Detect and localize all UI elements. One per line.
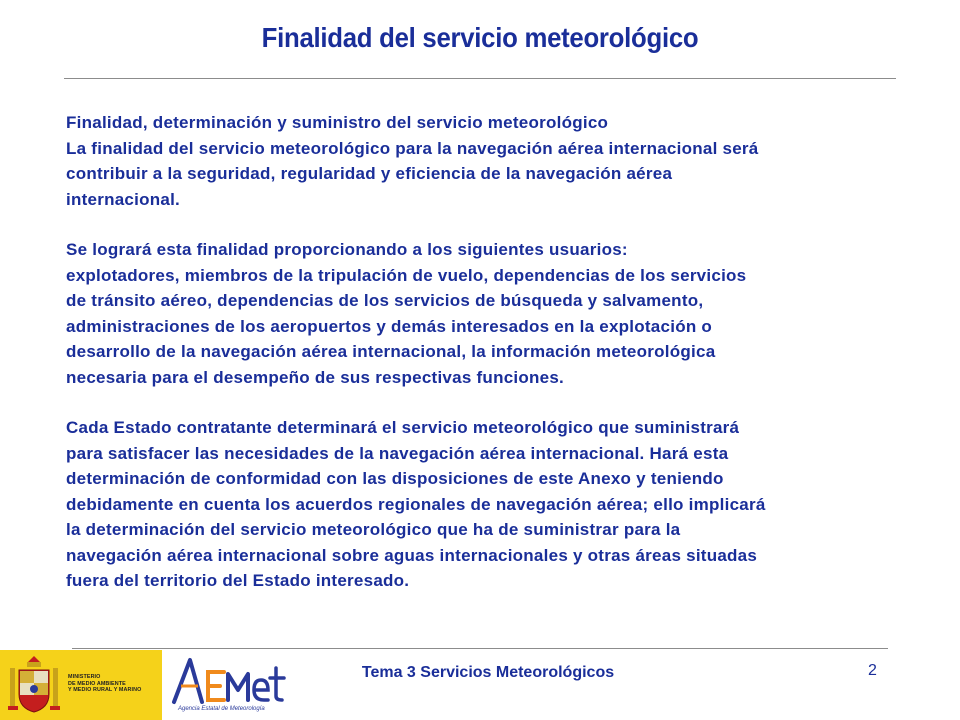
text-line: administraciones de los aeropuertos y demás interesados en la explotación o [66, 316, 713, 336]
bottom-divider [72, 648, 888, 649]
text-line: La finalidad del servicio meteorológico para la navegación aérea internacional será [66, 138, 759, 158]
top-divider [64, 78, 896, 79]
page-title: Finalidad del servicio meteorológico [261, 22, 699, 53]
text-line: navegación aérea internacional sobre aguas internacionales y otras áreas situadas [66, 545, 758, 565]
text-line: determinación de conformidad con las disposiciones de este Anexo y teniendo [66, 469, 724, 488]
text-line: la determinación del servicio meteorológico que ha de suministrar para la [66, 520, 681, 539]
ministry-line: Y MEDIO RURAL Y MARINO [68, 687, 142, 694]
text-line: desarrollo de la navegación aérea internacional, la información meteorológica [66, 342, 716, 361]
text-line: contribuir a la seguridad, regularidad y eficiencia de la navegación aérea [66, 164, 673, 183]
text-line: fuera del territorio del Estado interesado. [66, 571, 410, 590]
ministry-name [68, 674, 141, 694]
coat-of-arms-icon [4, 650, 64, 720]
text-line: de tránsito aéreo, dependencias de los servicios de búsqueda y salvamento, [66, 291, 704, 310]
aemet-caption: Agencia Estatal de Meteorología [178, 706, 265, 712]
text-line: para satisfacer las necesidades de la navegación aérea internacional. Hará esta [66, 443, 729, 463]
text-line: debidamente en cuenta los acuerdos regionales de navegación aérea; ello implicará [66, 494, 766, 514]
paragraph [66, 415, 936, 594]
text-line: necesaria para el desempeño de sus respectivas funciones. [66, 367, 565, 387]
body-text [66, 110, 936, 594]
text-line: explotadores, miembros de la tripulación de vuelo, dependencias de los servicios [66, 265, 747, 285]
text-line: Se logrará esta finalidad proporcionando a los siguientes usuarios: [66, 240, 628, 259]
text-line: Finalidad, determinación y suministro del servicio meteorológico [66, 113, 609, 132]
paragraph [66, 237, 936, 390]
ministry-line: MINISTERIO [68, 674, 101, 680]
page-number: 2 [868, 662, 877, 679]
text-line: internacional. [66, 189, 181, 209]
footer-title: Tema 3 Servicios Meteorológicos [361, 664, 615, 681]
paragraph [66, 110, 936, 212]
ministry-line: DE MEDIO AMBIENTE [68, 680, 126, 687]
text-line: Cada Estado contratante determinará el servicio meteorológico que suministrará [66, 418, 740, 437]
